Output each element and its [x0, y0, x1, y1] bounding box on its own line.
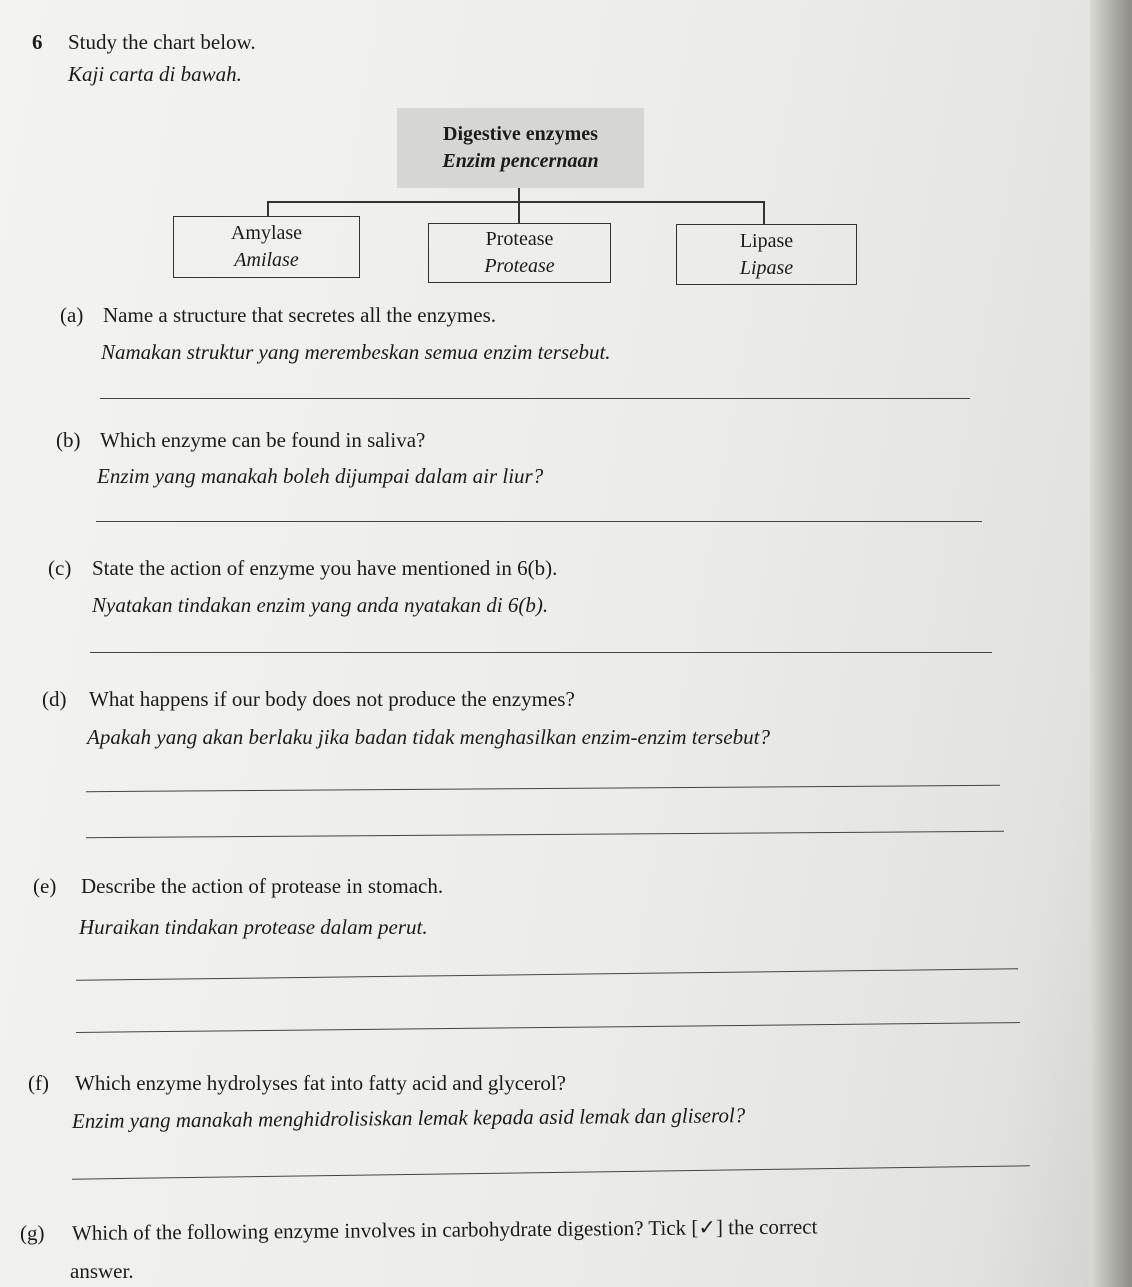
part-a-label: (a) [60, 303, 84, 327]
chart-box-lipase [676, 224, 857, 285]
part-a-answer-line[interactable] [100, 398, 970, 399]
chart-root-en: Digestive enzymes [443, 123, 598, 145]
part-c-label: (c) [48, 556, 72, 580]
chart-box-protease [428, 223, 611, 283]
chart-box-amylase-en: Amylase [230, 222, 303, 244]
part-g-question-en: Which of the following enzyme involves in carbohydrate digestion? Tick [✓] the correct [71, 1214, 818, 1245]
part-a-question-en: Name a structure that secretes all the enzymes. [103, 303, 496, 327]
chart-root-ms: Enzim pencernaan [442, 150, 599, 172]
part-c-question-en: State the action of enzyme you have mentioned in 6(b). [92, 556, 558, 580]
part-b-answer-line[interactable] [96, 521, 982, 522]
intro-ms: Kaji carta di bawah. [68, 62, 242, 86]
question-number: 6 [32, 30, 43, 54]
part-d-question-en: What happens if our body does not produce the enzymes? [89, 687, 575, 711]
part-e-label: (e) [33, 874, 57, 898]
part-e-answer-line-1[interactable] [76, 968, 1018, 981]
chart-connector-root [518, 188, 520, 202]
part-b-question-ms: Enzim yang manakah boleh dijumpai dalam air liur? [97, 464, 544, 488]
chart-box-lipase-en: Lipase [739, 229, 794, 252]
chart-root-box [397, 108, 644, 188]
part-g-label: (g) [20, 1221, 45, 1245]
part-f-answer-line[interactable] [72, 1165, 1030, 1179]
part-c-answer-line[interactable] [90, 652, 992, 653]
part-a-question-ms: Namakan struktur yang merembeskan semua enzim tersebut. [101, 340, 611, 364]
part-e-question-en: Describe the action of protease in stomach. [81, 874, 444, 898]
part-d-question-ms: Apakah yang akan berlaku jika badan tidak menghasilkan enzim-enzim tersebut? [87, 725, 770, 749]
part-f-question-en: Which enzyme hydrolyses fat into fatty acid and glycerol? [75, 1071, 566, 1095]
part-f-label: (f) [28, 1071, 49, 1095]
chart-connector-left [267, 201, 269, 217]
part-g-question-en-continued: answer. [70, 1259, 134, 1283]
part-c-question-ms: Nyatakan tindakan enzim yang anda nyatakan di 6(b). [92, 593, 549, 617]
chart-box-protease-ms: Protease [484, 255, 555, 277]
part-b-question-en: Which enzyme can be found in saliva? [100, 428, 426, 452]
chart-connector-middle [518, 201, 520, 224]
part-d-label: (d) [42, 687, 67, 711]
chart-box-lipase-ms: Lipase [739, 256, 794, 279]
chart-connector-right [763, 201, 765, 225]
part-d-answer-line-2[interactable] [86, 831, 1004, 838]
intro-en: Study the chart below. [68, 30, 256, 54]
part-f-question-ms: Enzim yang manakah menghidrolisiskan lemak kepada asid lemak dan gliserol? [71, 1103, 746, 1133]
part-e-question-ms: Huraikan tindakan protease dalam perut. [79, 915, 428, 939]
chart-connector-horizontal [267, 201, 764, 203]
page-edge-shadow [1090, 0, 1132, 1287]
part-e-answer-line-2[interactable] [76, 1022, 1020, 1033]
chart-box-amylase-ms: Amilase [234, 249, 299, 271]
chart-box-protease-en: Protease [485, 228, 554, 250]
part-b-label: (b) [56, 428, 81, 452]
part-d-answer-line-1[interactable] [86, 785, 1000, 792]
chart-box-amylase [173, 216, 360, 278]
